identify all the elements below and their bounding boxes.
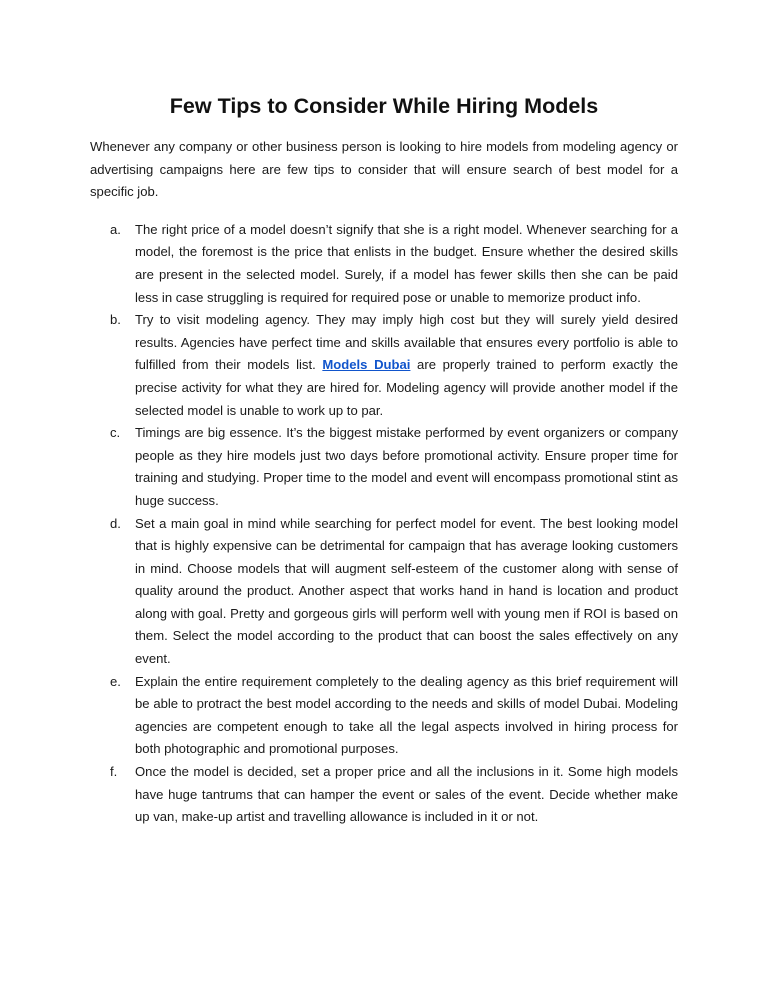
list-item-d (90, 513, 678, 671)
document-page (90, 92, 678, 829)
list-item-text: Try to visit modeling agency. They may imply high cost but they will surely yield desired results. Agencies have perfect time and skills available that ensures every portfolio is able to fulfilled from their models list. (135, 312, 678, 373)
list-marker: a. (110, 221, 121, 237)
list-marker: e. (110, 673, 121, 689)
list-marker: f. (110, 764, 118, 780)
document-title: Few Tips to Consider While Hiring Models (169, 94, 599, 118)
list-marker: b. (110, 312, 121, 328)
list-item-e (90, 671, 678, 761)
tips-list (90, 219, 678, 829)
list-item-text: Set a main goal in mind while searching for perfect model for event. The best looking model that is highly expensive can be detrimental for campaign that has average looking customers in mind. Choose models that will augment self-esteem of the customer along with sense of quality around the product. Another aspect that works hand in hand is location and product along with goal. Pretty and gorgeous girls will perform well with young men if ROI is based on them. Select the model according to the product that can boost the sales effectively on any event. (135, 515, 678, 667)
intro-paragraph: Whenever any company or other business person is looking to hire models from modeling agency or advertising campaigns here are few tips to consider that will ensure search of best model for a specific job. (90, 139, 678, 200)
list-item-f (90, 761, 678, 829)
list-item-b (90, 309, 678, 422)
list-item-text: Timings are big essence. It’s the biggest mistake performed by event organizers or company people as they hire models just two days before promotional activity. Ensure proper time for training and studying. Proper time to the model and event will encompass promotional stint as huge success. (135, 425, 678, 508)
list-marker: c. (110, 425, 121, 441)
list-item-text: are properly trained to perform exactly the precise activity for what they are hired for. Modeling agency will provide another model if the selected model is unable to work up to par. (135, 357, 678, 418)
list-item-text: Explain the entire requirement completely to the dealing agency as this brief requirement will be able to protract the best model according to the needs and skills of model Dubai. Modeling agencies are competent enough to take all the legal aspects involved in hiring process for both photographic and promotional purposes. (135, 673, 678, 757)
list-item-text: Once the model is decided, set a proper price and all the inclusions in it. Some high models have huge tantrums that can hamper the event or sales of the event. Decide whether make up van, make-up artist and travelling allowance is included in it or not. (135, 764, 678, 825)
list-item-text: The right price of a model doesn’t signify that she is a right model. Whenever searching for a model, the foremost is the price that enlists in the budget. Ensure whether the desired skills are present in the selected model. Surely, if a model has fewer skills then she can be paid less in case struggling is required for required pose or unable to memorize product info. (135, 221, 678, 305)
list-marker: d. (110, 515, 121, 531)
list-item-a (90, 219, 678, 309)
models-dubai-link[interactable]: Models Dubai (322, 357, 411, 373)
list-item-c (90, 422, 678, 512)
